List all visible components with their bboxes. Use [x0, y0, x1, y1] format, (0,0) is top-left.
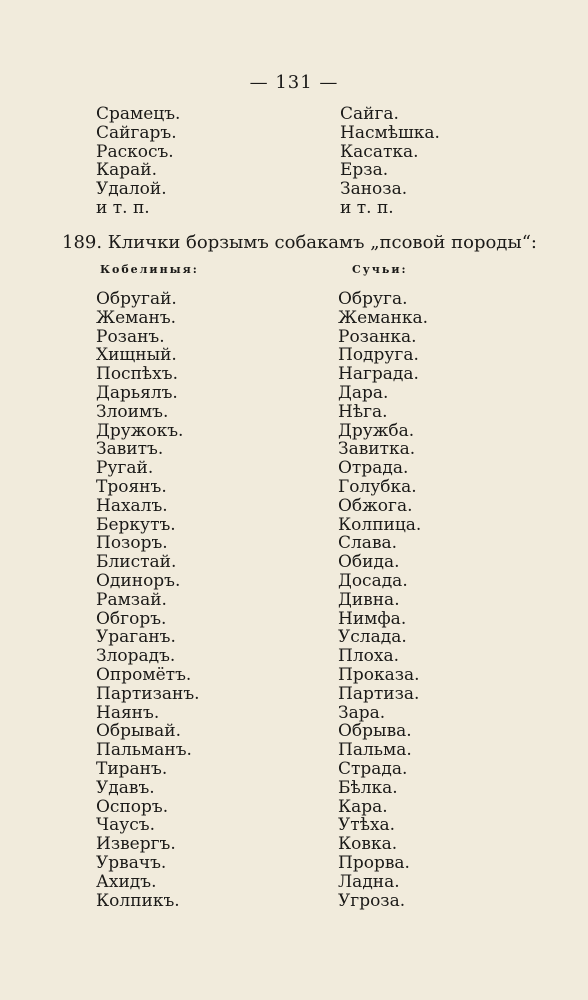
list-item: Награда.: [338, 364, 419, 385]
list-item: Проказа.: [338, 664, 420, 685]
page-number: — 131 —: [249, 72, 339, 93]
list-item: Ураганъ.: [96, 627, 176, 648]
list-item: Утѣха.: [338, 815, 396, 836]
list-item: Касатка.: [340, 141, 419, 162]
list-item: Кара.: [338, 796, 388, 817]
male-names-list: [96, 290, 200, 910]
list-item: Колпикъ.: [96, 890, 180, 911]
list-item: Подруга.: [338, 345, 419, 366]
list-item: Пальманъ.: [96, 740, 192, 761]
list-item: Ладна.: [338, 871, 400, 892]
list-item: Злоимъ.: [96, 401, 169, 422]
list-item: Чаусъ.: [96, 815, 156, 836]
list-item: Нѣга.: [338, 401, 388, 422]
list-item: Зара.: [338, 702, 386, 723]
list-item: Дара.: [338, 382, 389, 403]
list-item: Бѣлка.: [338, 777, 398, 798]
list-item: Обрывай.: [96, 721, 182, 742]
list-item: Ругай.: [96, 458, 154, 479]
list-item: Ковка.: [338, 834, 398, 855]
female-names-label: Сучьи:: [352, 263, 408, 276]
list-item: Рамзай.: [96, 589, 167, 610]
section-heading: 189. Клички борзымъ собакамъ „псовой породы“:: [62, 232, 537, 253]
list-item: Беркутъ.: [96, 514, 176, 535]
list-item: Одиноръ.: [96, 570, 181, 591]
list-item: Заноза.: [340, 179, 408, 200]
list-item: Розанъ.: [96, 326, 165, 347]
list-item: Сайгаръ.: [96, 122, 177, 143]
list-item: Обгоръ.: [96, 608, 167, 629]
list-item: Дарьялъ.: [96, 382, 178, 403]
list-item: Позоръ.: [96, 533, 168, 554]
list-item: Урвачъ.: [96, 852, 167, 873]
list-item: Прорва.: [338, 852, 410, 873]
list-item: Обжога.: [338, 495, 413, 516]
list-item: Жеманка.: [338, 307, 429, 328]
list-item: Отрада.: [338, 458, 409, 479]
list-item: Дивна.: [338, 589, 400, 610]
list-item: Сайга.: [340, 104, 399, 124]
list-item: Плоха.: [338, 646, 399, 667]
list-item: Обруга.: [338, 289, 408, 309]
list-item: Поспѣхъ.: [96, 364, 178, 385]
male-names-label: Кобелиныя:: [100, 263, 199, 276]
list-item: Розанка.: [338, 326, 417, 347]
list-item: Злорадъ.: [96, 646, 176, 667]
list-item: Досада.: [338, 570, 408, 591]
list-item: Троянъ.: [96, 476, 167, 497]
female-names-list: [338, 290, 428, 910]
list-item: Колпица.: [338, 514, 422, 535]
list-item: Ахидъ.: [96, 871, 157, 892]
list-item: Партиза.: [338, 683, 420, 704]
list-item: Обрыва.: [338, 721, 412, 742]
list-item: Блистай.: [96, 552, 177, 573]
list-item: Завитка.: [338, 439, 416, 460]
list-item: Завитъ.: [96, 439, 164, 460]
list-item: Нахалъ.: [96, 495, 168, 516]
list-item: Удалой.: [96, 179, 167, 200]
list-item: Опромётъ.: [96, 664, 192, 685]
list-item: Обругай.: [96, 289, 177, 309]
list-item: Дружокъ.: [96, 420, 184, 441]
list-item: Обида.: [338, 552, 400, 573]
list-item: Удавъ.: [96, 777, 155, 798]
list-item: Срамецъ.: [96, 104, 181, 124]
list-item: Услада.: [338, 627, 407, 648]
list-item: Пальма.: [338, 740, 412, 761]
top-list-right: [340, 105, 440, 218]
list-item: Страда.: [338, 758, 408, 779]
list-item: и т. п.: [340, 197, 394, 218]
list-item: Хищный.: [96, 345, 177, 366]
list-item: Слава.: [338, 533, 398, 554]
list-item: Оспоръ.: [96, 796, 169, 817]
list-item: Наянъ.: [96, 702, 160, 723]
list-item: Партизанъ.: [96, 683, 200, 704]
list-item: Дружба.: [338, 420, 415, 441]
top-list-left: [96, 105, 180, 218]
list-item: Ерза.: [340, 160, 389, 181]
list-item: Нимфа.: [338, 608, 407, 629]
list-item: Раскосъ.: [96, 141, 174, 162]
list-item: Жеманъ.: [96, 307, 177, 328]
list-item: Тиранъ.: [96, 758, 168, 779]
list-item: Извергъ.: [96, 834, 176, 855]
list-item: Голубка.: [338, 476, 417, 497]
list-item: и т. п.: [96, 197, 150, 218]
list-item: Угроза.: [338, 890, 406, 911]
list-item: Карай.: [96, 160, 158, 181]
list-item: Насмѣшка.: [340, 122, 440, 143]
